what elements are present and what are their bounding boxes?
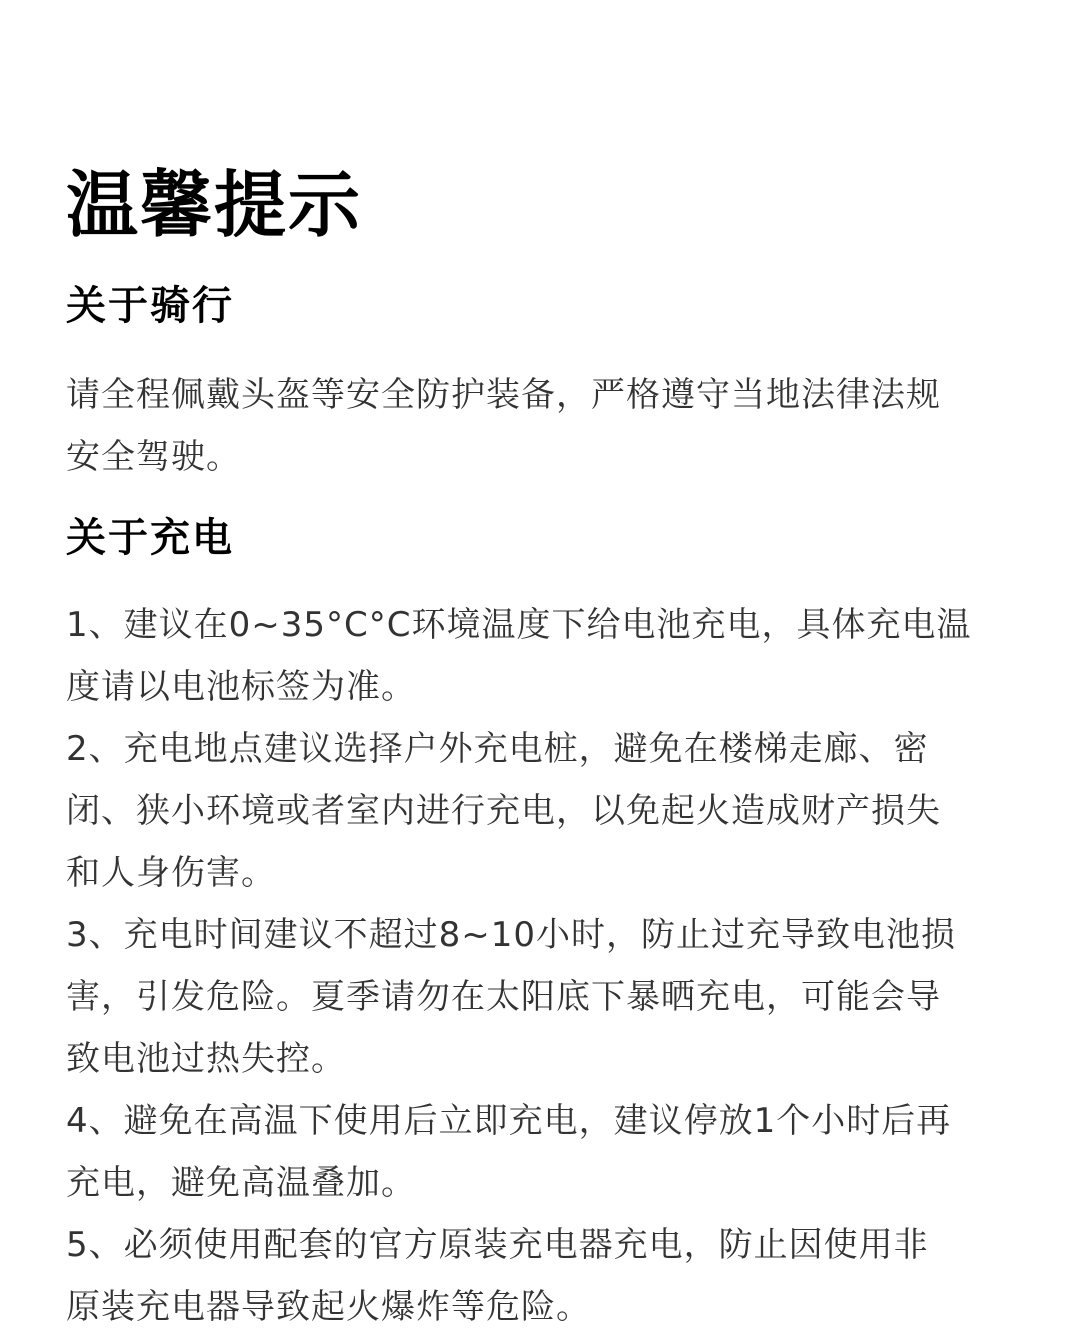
charging-item-5 bbox=[66, 1214, 966, 1338]
paragraph-line: 害，引发危险。夏季请勿在太阳底下暴晒充电，可能会导 bbox=[66, 977, 941, 1017]
section-heading-riding: 关于骑行 bbox=[66, 283, 234, 329]
paragraph-line: 度请以电池标签为准。 bbox=[66, 667, 416, 707]
paragraph-line: 请全程佩戴头盔等安全防护装备，严格遵守当地法律法规 bbox=[66, 375, 941, 415]
paragraph-line: 充电，避免高温叠加。 bbox=[66, 1163, 416, 1203]
paragraph-line: 和人身伤害。 bbox=[66, 853, 276, 893]
paragraph-line: 1、建议在0~35°C°C环境温度下给电池充电，具体充电温 bbox=[66, 605, 972, 645]
paragraph-line: 安全驾驶。 bbox=[66, 437, 241, 477]
charging-item-4 bbox=[66, 1090, 966, 1214]
charging-item-2 bbox=[66, 718, 966, 904]
paragraph-line: 3、充电时间建议不超过8~10小时，防止过充导致电池损 bbox=[66, 915, 957, 955]
riding-paragraph bbox=[66, 364, 966, 488]
section-heading-charging: 关于充电 bbox=[66, 515, 234, 561]
paragraph-line: 原装充电器导致起火爆炸等危险。 bbox=[66, 1287, 591, 1327]
paragraph-line: 5、必须使用配套的官方原装充电器充电，防止因使用非 bbox=[66, 1225, 929, 1265]
page-title: 温馨提示 bbox=[66, 163, 363, 247]
charging-item-1 bbox=[66, 594, 972, 718]
charging-item-3 bbox=[66, 904, 966, 1090]
paragraph-line: 致电池过热失控。 bbox=[66, 1039, 346, 1079]
paragraph-line: 闭、狭小环境或者室内进行充电，以免起火造成财产损失 bbox=[66, 791, 941, 831]
paragraph-line: 2、充电地点建议选择户外充电桩，避免在楼梯走廊、密 bbox=[66, 729, 929, 769]
paragraph-line: 4、避免在高温下使用后立即充电，建议停放1个小时后再 bbox=[66, 1101, 952, 1141]
